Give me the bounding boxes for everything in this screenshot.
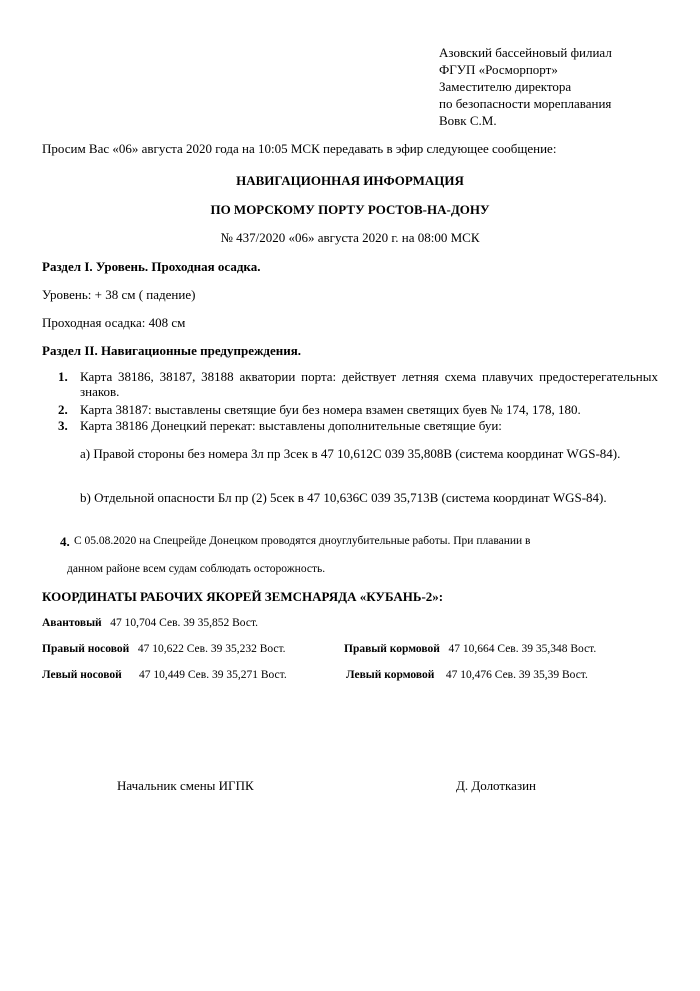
sub-item-b: b) Отдельной опасности Бл пр (2) 5сек в 47 10,636С 039 35,713В (система координат WGS-84). bbox=[80, 490, 607, 505]
signature-name: Д. Долотказин bbox=[456, 778, 536, 793]
addressee-line: Азовский бассейновый филиал bbox=[439, 45, 612, 60]
section1-heading: Раздел I. Уровень. Проходная осадка. bbox=[42, 259, 261, 274]
addressee-block bbox=[439, 44, 612, 129]
list-item-number: 3. bbox=[58, 418, 68, 433]
list-item: Карта 38186, 38187, 38188 акватории порта: действует летняя схема плавучих предостерегательных знаков. bbox=[80, 369, 658, 399]
anchor-label: Авантовый bbox=[42, 617, 102, 629]
anchor-coords: 47 10,622 Сев. 39 35,232 Вост. bbox=[137, 643, 286, 655]
list-item-number: 1. bbox=[58, 369, 68, 384]
coords-heading: КООРДИНАТЫ РАБОЧИХ ЯКОРЕЙ ЗЕМСНАРЯДА «КУБАНЬ-2»: bbox=[42, 589, 444, 604]
list-item: Карта 38187: выставлены светящие буи без номера взамен светящих буев № 174, 178, 180. bbox=[80, 402, 581, 417]
coords-row-right-stern bbox=[344, 643, 596, 655]
coords-row-right-bow bbox=[42, 643, 286, 655]
anchor-coords: 47 10,704 Сев. 39 35,852 Вост. bbox=[110, 617, 258, 629]
coords-row-left-bow bbox=[42, 669, 287, 681]
title-navigation-info: НАВИГАЦИОННАЯ ИНФОРМАЦИЯ bbox=[236, 173, 464, 188]
anchor-coords: 47 10,449 Сев. 39 35,271 Вост. bbox=[139, 669, 287, 681]
list-item: Карта 38186 Донецкий перекат: выставлены дополнительные светящие буи: bbox=[80, 418, 502, 433]
anchor-label: Левый носовой bbox=[42, 669, 122, 681]
anchor-label: Левый кормовой bbox=[346, 669, 435, 681]
message-number: № 437/2020 «06» августа 2020 г. на 08:00 МСК bbox=[220, 230, 480, 245]
coords-row-avant bbox=[42, 617, 258, 629]
coords-row-left-stern bbox=[346, 669, 588, 681]
section2-heading: Раздел II. Навигационные предупреждения. bbox=[42, 343, 302, 358]
addressee-line: ФГУП «Росморпорт» bbox=[439, 62, 558, 77]
title-port: ПО МОРСКОМУ ПОРТУ РОСТОВ-НА-ДОНУ bbox=[210, 202, 490, 217]
anchor-label: Правый кормовой bbox=[344, 643, 440, 655]
addressee-line: Заместителю директора bbox=[439, 79, 572, 94]
addressee-line: Вовк С.М. bbox=[439, 113, 497, 128]
list-item: С 05.08.2020 на Спецрейде Донецком проводятся дноуглубительные работы. При плавании в bbox=[74, 535, 531, 547]
water-level: Уровень: + 38 см ( падение) bbox=[42, 287, 196, 302]
anchor-label: Правый носовой bbox=[42, 643, 130, 655]
signature-position: Начальник смены ИГПК bbox=[117, 778, 254, 793]
list-item-number: 4. bbox=[60, 534, 70, 549]
addressee-line: по безопасности мореплавания bbox=[439, 96, 612, 111]
draft: Проходная осадка: 408 см bbox=[42, 315, 186, 330]
anchor-coords: 47 10,476 Сев. 39 35,39 Вост. bbox=[445, 669, 588, 681]
request-text: Просим Вас «06» августа 2020 года на 10:05 МСК передавать в эфир следующее сообщение: bbox=[42, 141, 557, 156]
sub-item-a: а) Правой стороны без номера Зл пр 3сек в 47 10,612С 039 35,808В (система координат WGS-84). bbox=[80, 446, 621, 461]
list-item-number: 2. bbox=[58, 402, 68, 417]
anchor-coords: 47 10,664 Сев. 39 35,348 Вост. bbox=[448, 643, 597, 655]
list-item-continuation: данном районе всем судам соблюдать осторожность. bbox=[67, 563, 326, 575]
